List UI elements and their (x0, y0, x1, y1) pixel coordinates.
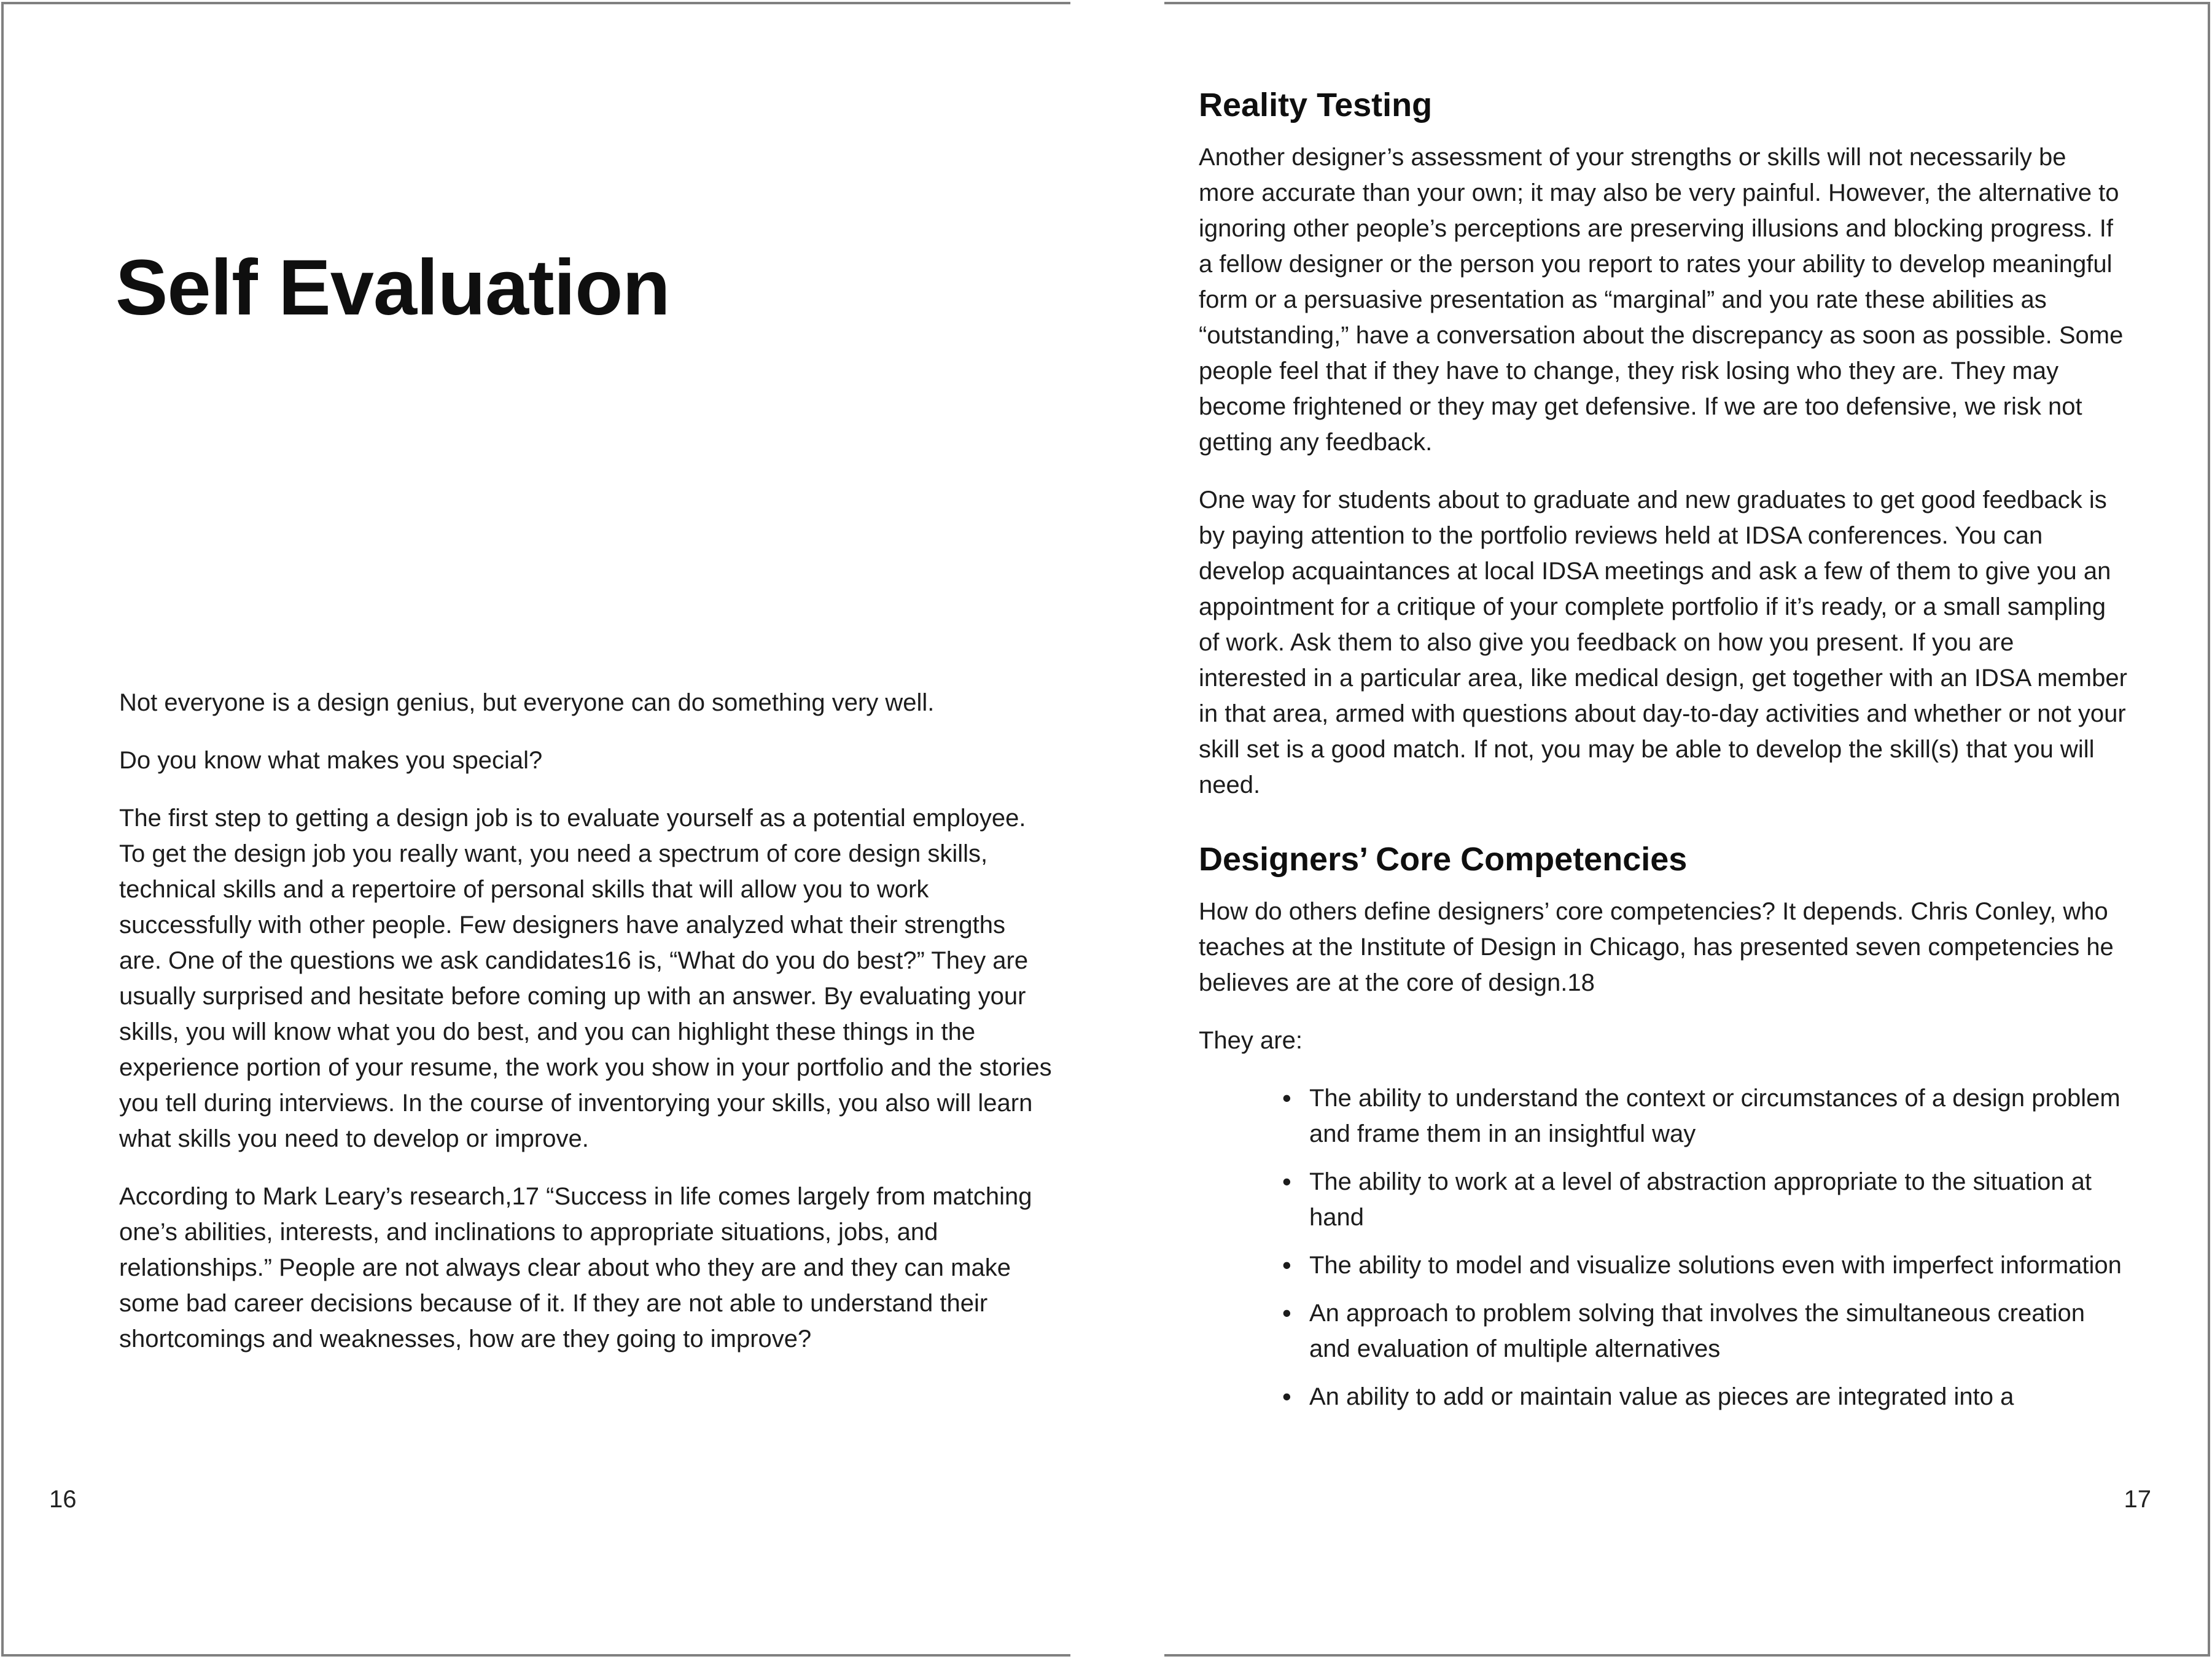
section-heading-core-competencies: Designers’ Core Competencies (1199, 841, 1688, 878)
paragraph: Not everyone is a design genius, but everyone can do something very well. (119, 689, 935, 716)
paragraph: Do you know what makes you special? (119, 747, 543, 774)
page-number: 16 (49, 1486, 77, 1513)
list-item-text: The ability to work at a level of abstraction appropriate to the situation at hand (1309, 1168, 2092, 1231)
right-page (1164, 2, 2210, 1657)
bullet-icon: • (1282, 1083, 1291, 1112)
list-item (1199, 1295, 2127, 1367)
list-item (1199, 1164, 2127, 1235)
right-page-body (1199, 87, 2127, 1427)
paragraph: They are: (1199, 1027, 1303, 1054)
list-item-text: The ability to model and visualize solutions even with imperfect information (1309, 1252, 2122, 1279)
bullet-icon: • (1282, 1251, 1291, 1279)
list-item (1199, 1080, 2127, 1152)
paragraph: The first step to getting a design job is to evaluate yourself as a potential employee. To get the design job you really want, you need a spectrum of core design skills, technical skills and a repertoire of personal skills that will allow you to work successfully with other people. Few designers have analyzed what their strengths are. One of the questions we ask candidates16 is, “What do you do best?” They are usually surprised and hesitate before coming up with an answer. By evaluating your skills, you will know what you do best, and you can highlight these things in the experience portion of your resume, the work you show in your portfolio and the stories you tell during interviews. In the course of inventorying your skills, you also will learn what skills you need to develop or improve. (119, 805, 1052, 1152)
competency-list (1199, 1080, 2127, 1415)
list-item-text: An ability to add or maintain value as pieces are integrated into a (1309, 1383, 2014, 1410)
list-item (1199, 1247, 2127, 1283)
bullet-icon: • (1282, 1298, 1291, 1327)
list-item-text: The ability to understand the context or circumstances of a design problem and frame them in an insightful way (1309, 1085, 2120, 1147)
section-heading-reality-testing: Reality Testing (1199, 87, 1433, 123)
page-number: 17 (2124, 1486, 2151, 1513)
paragraph: Another designer’s assessment of your strengths or skills will not necessarily be more accurate than your own; it may also be very painful. However, the alternative to ignoring other people’s perceptions are preserving illusions and blocking progress. If a fellow designer or the person you report to rates your ability to develop meaningful form or a persuasive presentation as “marginal” and you rate these abilities as “outstanding,” have a conversation about the discrepancy as soon as possible. Some people feel that if they have to change, they risk losing who they are. They may become frightened or they may get defensive. If we are too defensive, we risk not getting any feedback. (1199, 144, 2124, 456)
page-title: Self Evaluation (115, 244, 670, 332)
left-page-body (119, 685, 1053, 1379)
bullet-icon: • (1282, 1167, 1291, 1196)
left-page (1, 2, 1070, 1657)
list-item-text: An approach to problem solving that involves the simultaneous creation and evaluation of multiple alternatives (1309, 1300, 2085, 1362)
paragraph: According to Mark Leary’s research,17 “Success in life comes largely from matching one’s abilities, interests, and inclinations to appropriate situations, jobs, and relationships.” People are not always clear about who they are and they can make some bad career decisions because of it. If they are not able to understand their shortcomings and weaknesses, how are they going to improve? (119, 1183, 1032, 1353)
list-item (1199, 1379, 2127, 1415)
bullet-icon: • (1282, 1382, 1291, 1411)
paragraph: One way for students about to graduate and new graduates to get good feedback is by paying attention to the portfolio reviews held at IDSA conferences. You can develop acquaintances at local IDSA meetings and ask a few of them to give you an appointment for a critique of your complete portfolio if it’s ready, or a small sampling of work. Ask them to also give you feedback on how you present. If you are interested in a particular area, like medical design, get together with an IDSA member in that area, armed with questions about day-to-day activities and whether or not your skill set is a good match. If not, you may be able to develop the skill(s) that you will need. (1199, 486, 2127, 798)
paragraph: How do others define designers’ core competencies? It depends. Chris Conley, who teaches at the Institute of Design in Chicago, has presented seven competencies he believes are at the core of design.18 (1199, 898, 2114, 996)
